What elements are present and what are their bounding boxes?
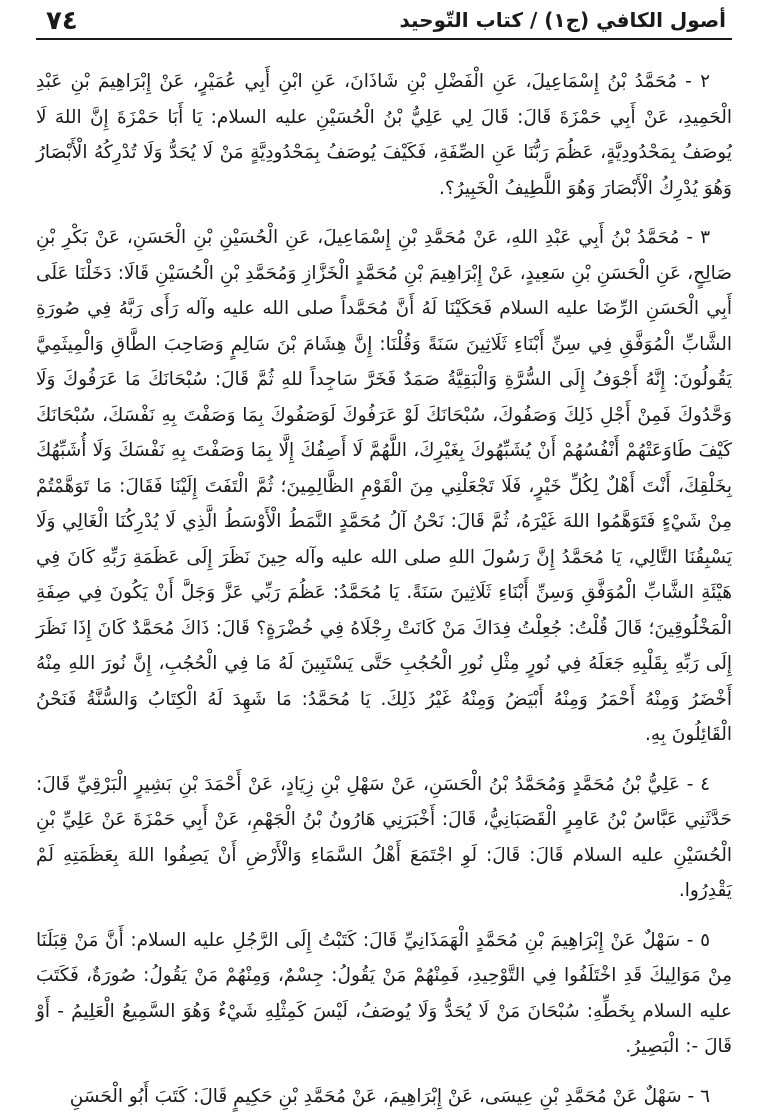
body-text [36, 64, 732, 1114]
hadith-paragraph-2: ٢ - مُحَمَّدُ بْنُ إِسْمَاعِيلَ، عَنِ الْفَضْلِ بْنِ شَاذَانَ، عَنِ ابْنِ أَبِي عُمَيْرٍ، عَنْ إِبْرَاهِيمَ بْنِ عَبْدِ الْحَمِيدِ، عَنْ أَبِي حَمْزَةَ قَالَ: قَالَ لِي عَلِيُّ بْنُ الْحُسَيْنِ عليه السلام: يَا أَبَا حَمْزَةَ إِنَّ اللهَ لَا يُوصَفُ بِمَحْدُودِيَّةٍ، عَظُمَ رَبُّنَا عَنِ الصِّفَةِ، فَكَيْفَ يُوصَفُ بِمَحْدُودِيَّةٍ مَنْ لَا يُحَدُّ وَلَا تُدْرِكُهُ الْأَبْصَارُ وَهُوَ يُدْرِكُ الْأَبْصَارَ وَهُوَ اللَّطِيفُ الْخَبِيرُ؟. [36, 71, 732, 199]
running-title: أصول الكافي (ج١) / كتاب التّوحيد [399, 8, 726, 32]
page-number: ٧٤ [46, 6, 78, 36]
hadith-paragraph-5: ٥ - سَهْلٌ عَنْ إِبْرَاهِيمَ بْنِ مُحَمَّدٍ الْهَمَذَانِيِّ قَالَ: كَتَبْتُ إِلَى الرَّجُلِ عليه السلام: أَنَّ مَنْ قِبَلَنَا مِنْ مَوَالِيكَ قَدِ اخْتَلَفُوا فِي التَّوْحِيدِ، فَمِنْهُمْ مَنْ يَقُولُ: جِسْمٌ، وَمِنْهُمْ مَنْ يَقُولُ: صُورَةٌ، فَكَتَبَ عليه السلام بِخَطِّهِ: سُبْحَانَ مَنْ لَا يُحَدُّ وَلَا يُوصَفُ، لَيْسَ كَمِثْلِهِ شَيْءٌ وَهُوَ السَّمِيعُ الْعَلِيمُ - أَوْ قَالَ -: الْبَصِيرُ. [36, 929, 732, 1057]
header-rule [36, 38, 732, 40]
page-header [36, 0, 732, 42]
hadith-paragraph-4: ٤ - عَلِيُّ بْنُ مُحَمَّدٍ وَمُحَمَّدُ بْنُ الْحَسَنِ، عَنْ سَهْلِ بْنِ زِيَادٍ، عَنْ أَحْمَدَ بْنِ بَشِيرٍ الْبَرْقِيِّ قَالَ: حَدَّثَنِي عَبَّاسُ بْنُ عَامِرٍ الْقَصَبَانِيُّ، قَالَ: أَخْبَرَنِي هَارُونُ بْنُ الْجَهْمِ، عَنْ أَبِي حَمْزَةَ عَنْ عَلِيِّ بْنِ الْحُسَيْنِ عليه السلام قَالَ: قَالَ: لَوِ اجْتَمَعَ أَهْلُ السَّمَاءِ وَالْأَرْضِ أَنْ يَصِفُوا اللهَ بِعَظَمَتِهِ لَمْ يَقْدِرُوا. [36, 773, 732, 901]
hadith-paragraph-3: ٣ - مُحَمَّدُ بْنُ أَبِي عَبْدِ اللهِ، عَنْ مُحَمَّدِ بْنِ إِسْمَاعِيلَ، عَنِ الْحُسَيْنِ بْنِ الْحَسَنِ، عَنْ بَكْرِ بْنِ صَالِحٍ، عَنِ الْحَسَنِ بْنِ سَعِيدٍ، عَنْ إِبْرَاهِيمَ بْنِ مُحَمَّدٍ الْخَزَّازِ وَمُحَمَّدِ بْنِ الْحُسَيْنِ قَالَا: دَخَلْنَا عَلَى أَبِي الْحَسَنِ الرِّضَا عليه السلام فَحَكَيْنَا لَهُ أَنَّ مُحَمَّداً صلى الله عليه وآله رَأَى رَبَّهُ فِي صُورَةِ الشَّابِّ الْمُوَفَّقِ فِي سِنِّ أَبْنَاءِ ثَلَاثِينَ سَنَةً وَقُلْنَا: إِنَّ هِشَامَ بْنَ سَالِمٍ وَصَاحِبَ الطَّاقِ وَالْمِيثَمِيَّ يَقُولُونَ: إِنَّهُ أَجْوَفُ إِلَى السُّرَّةِ وَالْبَقِيَّةُ صَمَدٌ فَخَرَّ سَاجِداً للهِ ثُمَّ قَالَ: سُبْحَانَكَ مَا عَرَفُوكَ وَلَا وَحَّدُوكَ فَمِنْ أَجْلِ ذَلِكَ وَصَفُوكَ، سُبْحَانَكَ لَوْ عَرَفُوكَ لَوَصَفُوكَ بِمَا وَصَفْتَ بِهِ نَفْسَكَ، سُبْحَانَكَ كَيْفَ طَاوَعَتْهُمْ أَنْفُسُهُمْ أَنْ يُشَبِّهُوكَ بِغَيْرِكَ، اللَّهُمَّ لَا أَصِفُكَ إِلَّا بِمَا وَصَفْتَ بِهِ نَفْسَكَ وَلَا أُشَبِّهُكَ بِخَلْقِكَ، أَنْتَ أَهْلٌ لِكُلِّ خَيْرٍ، فَلَا تَجْعَلْنِي مِنَ الْقَوْمِ الظَّالِمِينَ؛ ثُمَّ الْتَفَتَ إِلَيْنَا فَقَالَ: مَا تَوَهَّمْتُمْ مِنْ شَيْءٍ فَتَوَهَّمُوا اللهَ غَيْرَهُ، ثُمَّ قَالَ: نَحْنُ آلُ مُحَمَّدٍ النَّمَطُ الْأَوْسَطُ الَّذِي لَا يُدْرِكُنَا الْغَالِي وَلَا يَسْبِقُنَا التَّالِي، يَا مُحَمَّدُ إِنَّ رَسُولَ اللهِ صلى الله عليه وآله حِينَ نَظَرَ إِلَى عَظَمَةِ رَبِّهِ كَانَ فِي هَيْئَةِ الشَّابِّ الْمُوَفَّقِ وَسِنِّ أَبْنَاءِ ثَلَاثِينَ سَنَةً. يَا مُحَمَّدُ: عَظُمَ رَبِّي عَزَّ وَجَلَّ أَنْ يَكُونَ فِي صِفَةِ الْمَخْلُوقِينَ؛ قَالَ قُلْتُ: جُعِلْتُ فِدَاكَ مَنْ كَانَتْ رِجْلَاهُ فِي خُضْرَةٍ؟ قَالَ: ذَاكَ مُحَمَّدٌ كَانَ إِذَا نَظَرَ إِلَى رَبِّهِ بِقَلْبِهِ جَعَلَهُ فِي نُورٍ مِثْلِ نُورِ الْحُجُبِ حَتَّى يَسْتَبِينَ لَهُ مَا فِي الْحُجُبِ، إِنَّ نُورَ اللهِ مِنْهُ أَخْضَرُ وَمِنْهُ أَحْمَرُ وَمِنْهُ أَبْيَضُ وَمِنْهُ غَيْرُ ذَلِكَ. يَا مُحَمَّدُ: مَا شَهِدَ لَهُ الْكِتَابُ وَالسُّنَّةُ فَنَحْنُ الْقَائِلُونَ بِهِ. [36, 227, 732, 745]
hadith-paragraph-6: ٦ - سَهْلٌ عَنْ مُحَمَّدِ بْنِ عِيسَى، عَنْ إِبْرَاهِيمَ، عَنْ مُحَمَّدِ بْنِ حَكِيمٍ قَالَ: كَتَبَ أَبُو الْحَسَنِ [69, 1085, 710, 1107]
